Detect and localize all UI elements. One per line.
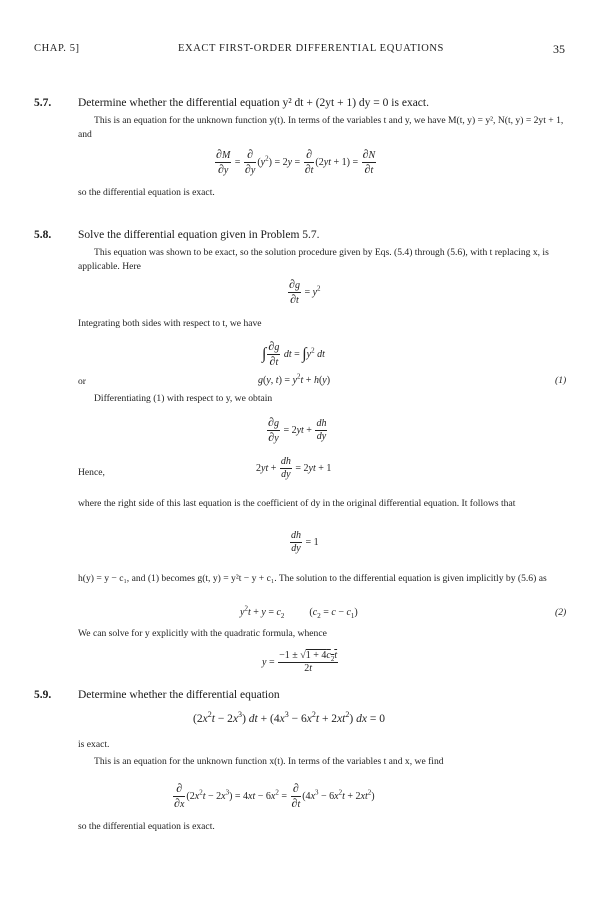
problem-5-9-is-exact: is exact. bbox=[78, 739, 110, 750]
problem-5-7-conclusion: so the differential equation is exact. bbox=[78, 187, 215, 198]
problem-5-7-title: Determine whether the differential equation y² dt + (2yt + 1) dy = 0 is exact. bbox=[78, 97, 429, 109]
equation-2-tag: (2) bbox=[555, 607, 567, 618]
equation-dh-dy: $\frac{dh}{dy}$ = 1 bbox=[291, 530, 319, 554]
problem-5-9-equation: $(2x^2t - 2x^3)$ dt + $(4x^3 - 6x^2t + 2xt^2)$ dx = 0 bbox=[193, 710, 385, 725]
problem-5-9-partials-equation: $\frac{\partial}{\partial x}$ $(2x^2t - 2x^3) = 4xt - 6x^2$ = $\frac{\partial}{\partial t}$ $(4x^3 - 6x^2t + 2xt^2)$ bbox=[174, 781, 375, 810]
quadratic-text: We can solve for y explicitly with the quadratic formula, whence bbox=[78, 628, 327, 639]
problem-5-8-number: 5.8. bbox=[34, 229, 52, 241]
problem-5-9-number: 5.9. bbox=[34, 689, 52, 701]
problem-5-8-intro-text: This equation was shown to be exact, so the solution procedure given by Eqs. (5.4) through (5.6), with t replacing x, is applicable. Here bbox=[78, 247, 549, 272]
equation-1-g: g(y, $t) = y^2t + h(y)$ bbox=[258, 372, 331, 386]
problem-5-9-conclusion: so the differential equation is exact. bbox=[78, 821, 215, 832]
or-label: or bbox=[78, 376, 86, 387]
problem-5-7-number: 5.7. bbox=[34, 97, 52, 109]
equation-integral: ∫ $\frac{\partial g}{\partial t}$ dt = $\int y^2$ dt bbox=[262, 339, 325, 368]
problem-5-7-partials-equation: $\frac{\partial M}{\partial y}$ = $\frac{\partial}{\partial y}$ $(y^2) = 2y$ = $\frac{\partial}{\partial t}$ (2yt + 1) = $\frac{\partial N}{\partial t}$ bbox=[216, 147, 376, 176]
problem-5-9-text: This is an equation for the unknown function x(t). In terms of the variables t and x, we find bbox=[94, 756, 444, 767]
integrating-text: Integrating both sides with respect to t, we have bbox=[78, 318, 262, 329]
page-number: 35 bbox=[553, 42, 565, 56]
differentiating-text: Differentiating (1) with respect to y, we obtain bbox=[94, 393, 273, 404]
equation-hence: 2yt + $\frac{dh}{dy}$ = 2yt + 1 bbox=[256, 456, 332, 480]
h-of-y-text: h(y) = y − c₁, and (1) becomes g(t, y) = y²t − y + c₁. The solution to the differential equation is given implicitly by (5.6) as bbox=[78, 573, 547, 584]
problem-5-9-title: Determine whether the differential equation bbox=[78, 689, 280, 701]
hence-label: Hence, bbox=[78, 467, 105, 478]
equation-dg-dt: $\frac{\partial g}{\partial t}$ = $y^2$ bbox=[289, 277, 321, 306]
chapter-label: CHAP. 5] bbox=[34, 43, 80, 54]
equation-quadratic: y = $\frac{-1 \pm √1 + 4c_2t}{2t}$ bbox=[262, 650, 338, 674]
equation-1-tag: (1) bbox=[555, 375, 567, 386]
problem-5-8-title: Solve the differential equation given in Problem 5.7. bbox=[78, 229, 320, 241]
problem-5-7-text: This is an equation for the unknown function y(t). In terms of the variables t and y, we have M(t, y) = y², N(t, y) = 2yt + 1, and bbox=[78, 115, 564, 140]
chapter-title: EXACT FIRST-ORDER DIFFERENTIAL EQUATIONS bbox=[178, 43, 444, 54]
right-side-text: where the right side of this last equation is the coefficient of dy in the original differential equation. It follows that bbox=[78, 498, 516, 509]
equation-2-solution: $y^2t + y = c_2$ $(c_2 = c - c_1)$ bbox=[240, 604, 358, 620]
equation-dg-dy: $\frac{\partial g}{\partial y}$ = 2yt + $\frac{dh}{dy}$ bbox=[268, 415, 327, 444]
